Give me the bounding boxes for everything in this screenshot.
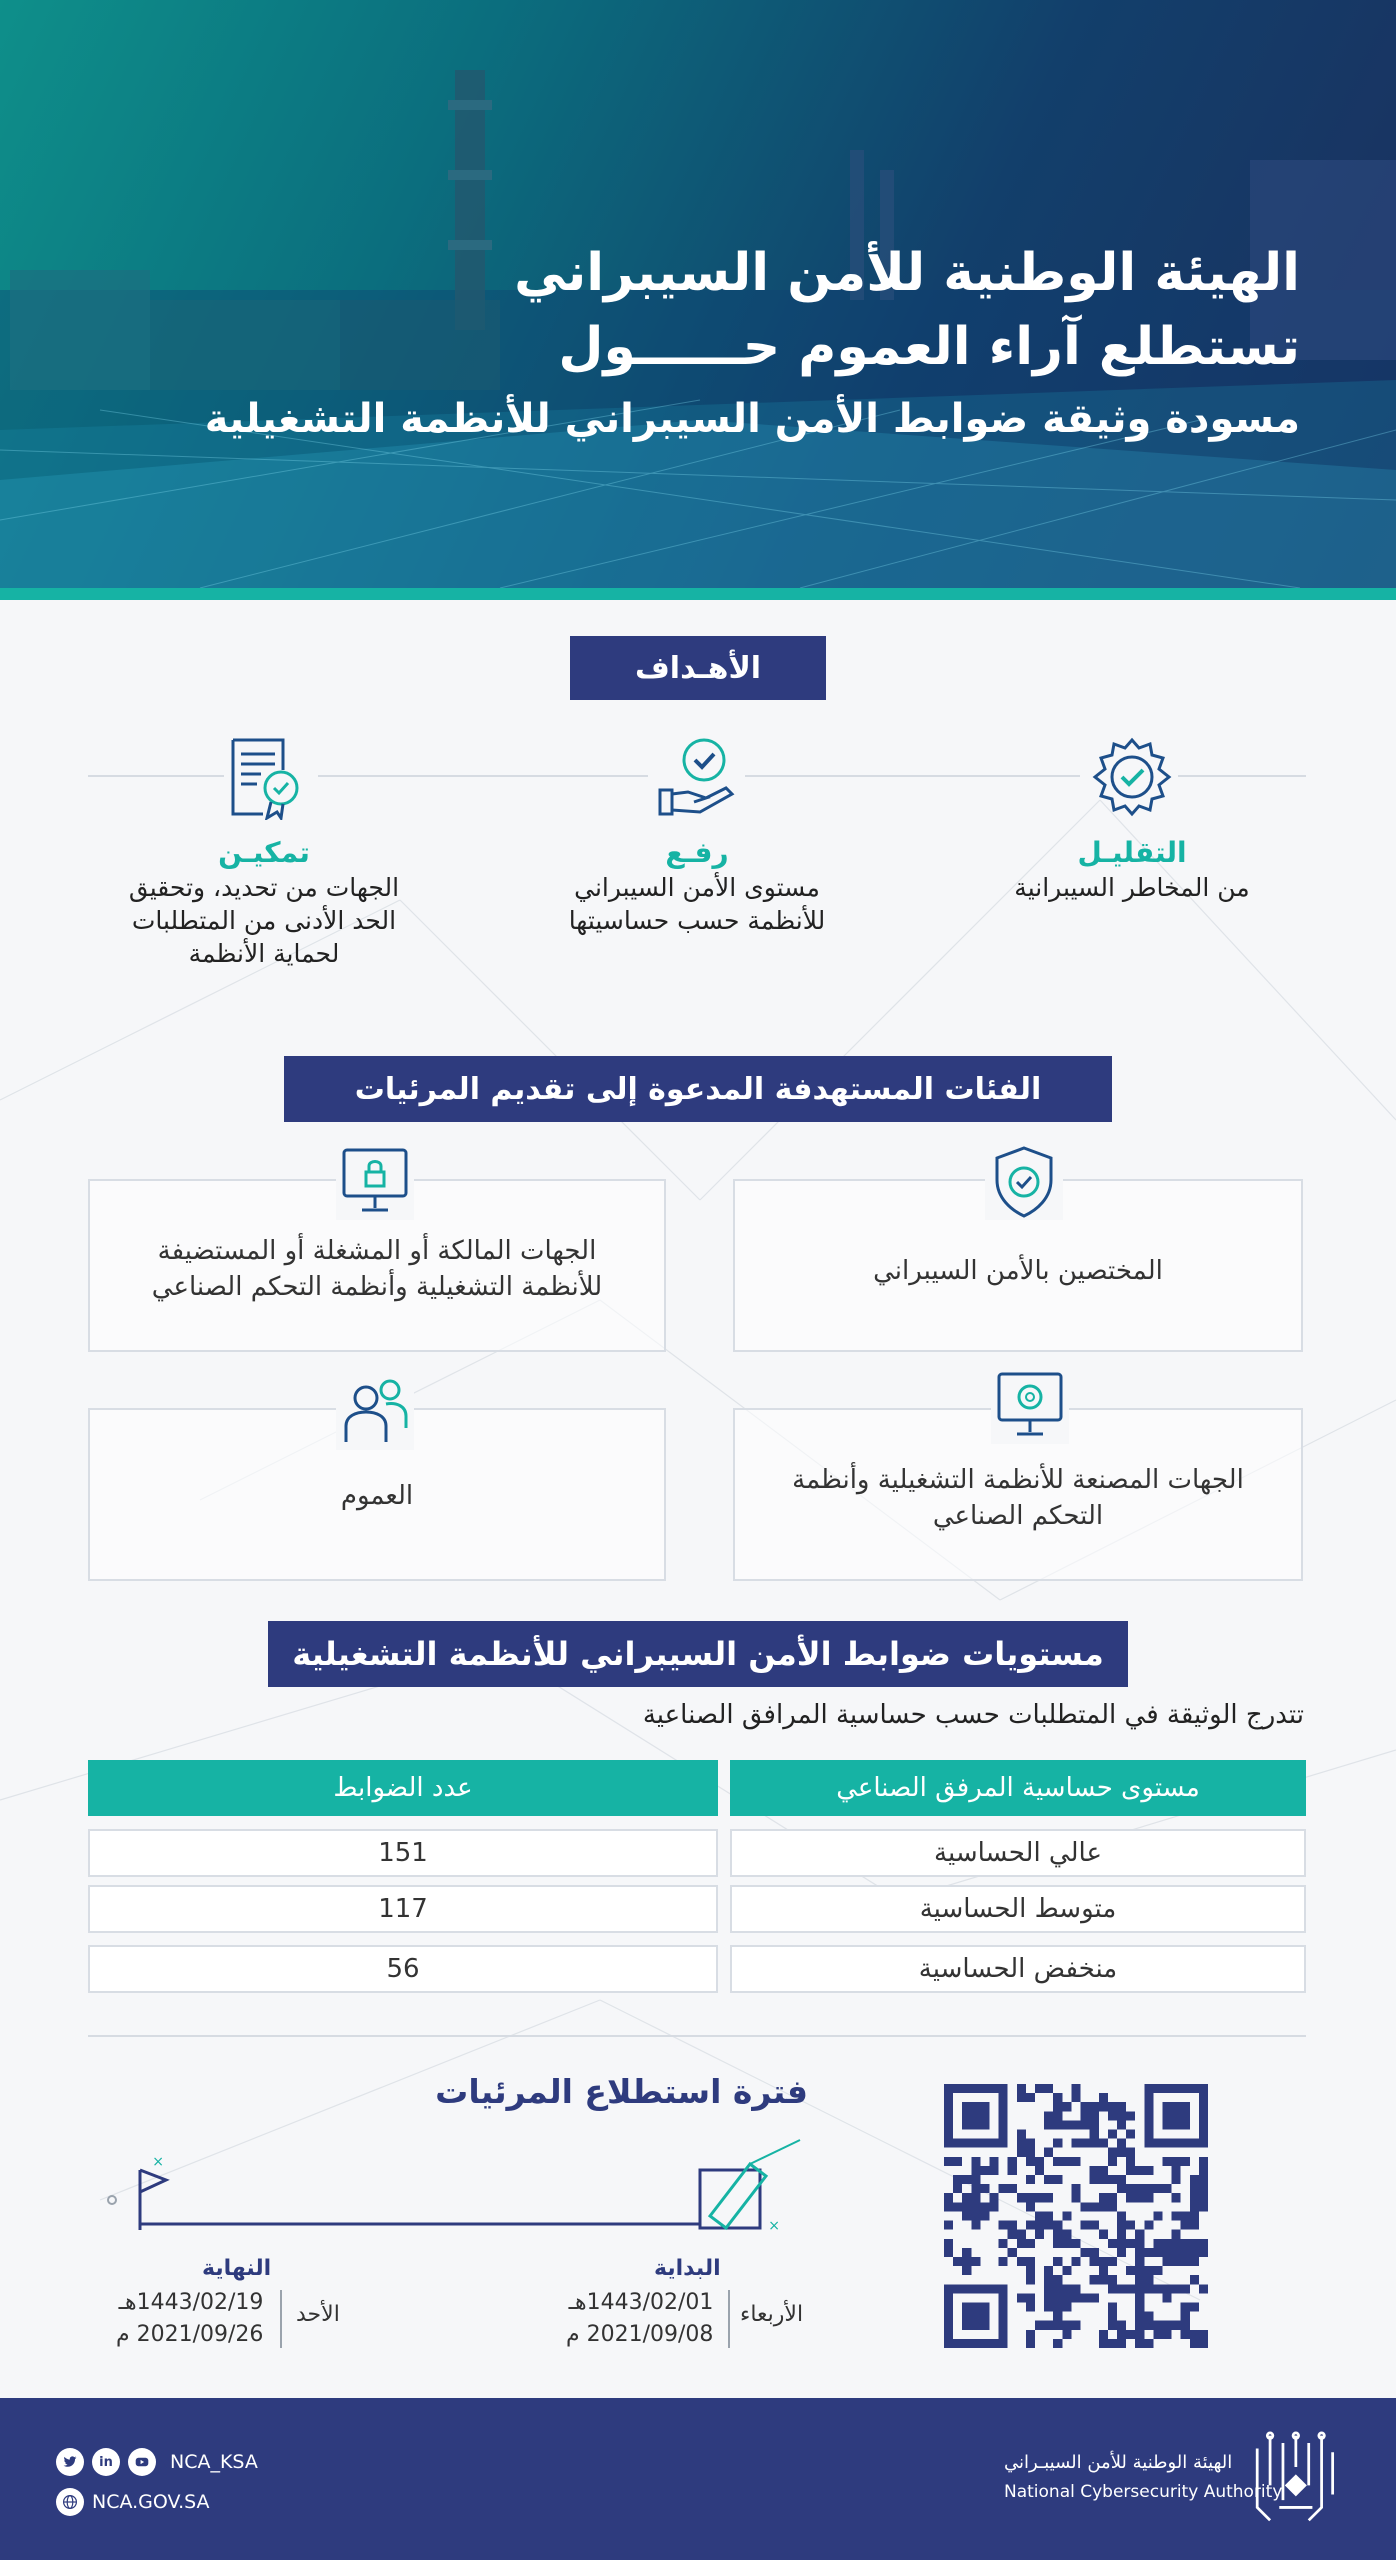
footer: [0, 2398, 1396, 2560]
people-icon: [336, 1372, 414, 1450]
goal-raise-title: رفـع: [665, 836, 729, 869]
hero-title-line-2: تستطلع آراء العموم حــــــول: [558, 317, 1300, 377]
footer-org-english: National Cybersecurity Authority: [1004, 2482, 1283, 2502]
footer-social-handle[interactable]: NCA_KSA: [170, 2451, 258, 2473]
timeline-end-separator: [280, 2290, 282, 2348]
gear-check-icon: [1089, 734, 1175, 820]
timeline-graphic: [100, 2130, 820, 2260]
hero-heading-block: [205, 236, 1300, 454]
table-header-count: عدد الضوابط: [88, 1760, 718, 1816]
table-cell-level: منخفض الحساسية: [730, 1945, 1306, 1993]
timeline-end-dates: [116, 2287, 263, 2351]
monitor-lock-icon: [336, 1142, 414, 1220]
nca-logo-emblem: [1248, 2428, 1340, 2528]
section-divider: [88, 2035, 1306, 2037]
timeline-start-dates: [566, 2287, 713, 2351]
goals-heading: الأهـداف: [570, 636, 826, 700]
table-cell-count: 151: [88, 1829, 718, 1877]
hero-banner: [0, 0, 1396, 588]
timeline-start-gregorian: 2021/09/08 م: [566, 2322, 714, 2347]
goal-enable-desc: الجهات من تحديد، وتحقيق الحد الأدنى من المتطلبات لحماية الأنظمة: [128, 873, 400, 968]
certificate-icon: [221, 734, 307, 820]
timeline-start-hijri: 1443/02/01هـ: [568, 2290, 714, 2315]
globe-icon: [56, 2488, 84, 2516]
goal-raise: [537, 734, 857, 937]
table-header-level: مستوى حساسية المرفق الصناعي: [730, 1760, 1306, 1816]
table-cell-count: 117: [88, 1885, 718, 1933]
youtube-icon[interactable]: [128, 2448, 156, 2476]
goal-reduce: [972, 734, 1292, 904]
timeline-end-hijri: 1443/02/19هـ: [118, 2290, 264, 2315]
svg-text:×: ×: [768, 2218, 780, 2234]
footer-website[interactable]: NCA.GOV.SA: [92, 2491, 210, 2513]
linkedin-icon[interactable]: in: [92, 2448, 120, 2476]
timeline-end-label: النهاية: [202, 2256, 272, 2281]
levels-intro: تتدرج الوثيقة في المتطلبات حسب حساسية المرافق الصناعية: [642, 1700, 1304, 1730]
twitter-icon[interactable]: [56, 2448, 84, 2476]
timeline-start-day: الأربعاء: [740, 2302, 804, 2327]
audience-public-text: العموم: [340, 1481, 414, 1511]
audiences-heading: الفئات المستهدفة المدعوة إلى تقديم المرئيات: [284, 1056, 1112, 1122]
table-cell-count: 56: [88, 1945, 718, 1993]
goal-enable: [104, 734, 424, 970]
timeline-start-label: البداية: [654, 2256, 721, 2281]
timeline-end-day: الأحد: [296, 2302, 340, 2327]
timeline-start-separator: [728, 2290, 730, 2348]
levels-heading: مستويات ضوابط الأمن السيبراني للأنظمة التشغيلية: [268, 1621, 1128, 1687]
audience-specialists-text: المختصين بالأمن السيبراني: [873, 1256, 1163, 1286]
hero-accent-strip: [0, 588, 1396, 600]
goal-raise-desc: مستوى الأمن السيبراني للأنظمة حسب حساسيتها: [568, 873, 826, 935]
shield-check-icon: [985, 1142, 1063, 1220]
goal-reduce-title: التقليـل: [1077, 836, 1187, 869]
hero-subtitle: مسودة وثيقة ضوابط الأمن السيبراني للأنظمة التشغيلية: [204, 396, 1300, 442]
footer-org-arabic: الهيئة الوطنية للأمن السيبـراني: [1004, 2452, 1233, 2473]
qr-code[interactable]: [944, 2084, 1208, 2348]
table-cell-level: عالي الحساسية: [730, 1829, 1306, 1877]
hand-check-icon: [654, 734, 740, 820]
monitor-gear-icon: [991, 1366, 1069, 1444]
table-cell-level: متوسط الحساسية: [730, 1885, 1306, 1933]
svg-text:×: ×: [152, 2154, 164, 2170]
timeline-end-gregorian: 2021/09/26 م: [116, 2322, 264, 2347]
audience-owners-text: الجهات المالكة أو المشغلة أو المستضيفة للأنظمة التشغيلية وأنظمة التحكم الصناعي: [151, 1236, 603, 1302]
audience-manufacturers-text: الجهات المصنعة للأنظمة التشغيلية وأنظمة التحكم الصناعي: [792, 1465, 1244, 1531]
goal-enable-title: تمكيـن: [218, 836, 310, 869]
hero-title-line-1: الهيئة الوطنية للأمن السيبراني: [514, 243, 1300, 303]
period-heading: فترة استطلاع المرئيات: [435, 2072, 808, 2111]
goal-reduce-desc: من المخاطر السيبرانية: [1014, 873, 1250, 902]
